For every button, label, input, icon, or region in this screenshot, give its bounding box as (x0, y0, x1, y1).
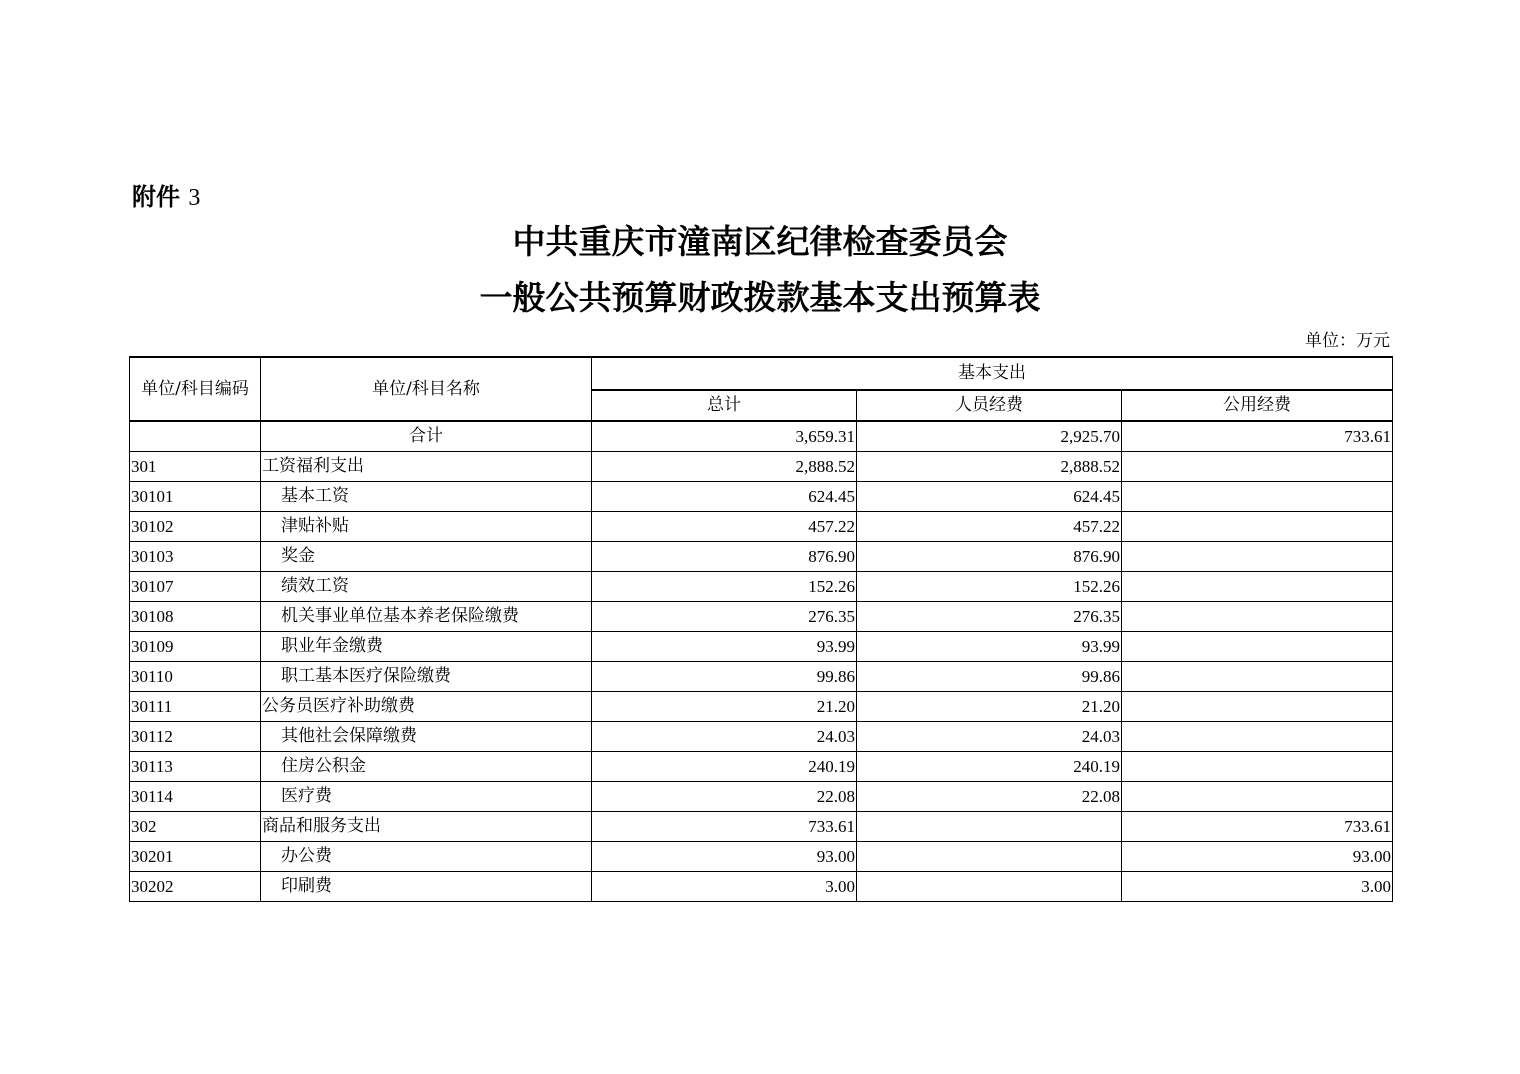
cell-total: 876.90 (592, 542, 857, 572)
cell-name: 绩效工资 (261, 572, 592, 602)
header-name: 单位/科目名称 (261, 357, 592, 421)
attachment-label (132, 182, 200, 213)
header-basic-expenditure: 基本支出 (592, 357, 1393, 390)
table-row (130, 602, 1393, 632)
cell-public (1122, 572, 1393, 602)
cell-total: 457.22 (592, 512, 857, 542)
cell-public (1122, 782, 1393, 812)
table-row (130, 752, 1393, 782)
page-title-line2: 一般公共预算财政拨款基本支出预算表 (479, 278, 1041, 317)
attachment-number: 3 (188, 185, 201, 211)
cell-public: 733.61 (1122, 812, 1393, 842)
cell-personnel: 276.35 (857, 602, 1122, 632)
cell-total: 21.20 (592, 692, 857, 722)
header-total: 总计 (592, 390, 857, 421)
cell-public (1122, 602, 1393, 632)
table-row (130, 662, 1393, 692)
table-body (130, 421, 1393, 902)
cell-total: 152.26 (592, 572, 857, 602)
header-personnel: 人员经费 (857, 390, 1122, 421)
cell-personnel: 876.90 (857, 542, 1122, 572)
cell-code: 30109 (130, 632, 261, 662)
cell-public (1122, 542, 1393, 572)
cell-public (1122, 512, 1393, 542)
cell-name: 职工基本医疗保险缴费 (261, 662, 592, 692)
table-row (130, 632, 1393, 662)
cell-personnel: 93.99 (857, 632, 1122, 662)
cell-total: 733.61 (592, 812, 857, 842)
attachment-text: 附件 (132, 183, 180, 211)
cell-code: 30201 (130, 842, 261, 872)
cell-code: 30108 (130, 602, 261, 632)
cell-code: 302 (130, 812, 261, 842)
cell-total: 3,659.31 (592, 421, 857, 452)
table-row (130, 542, 1393, 572)
cell-code: 30102 (130, 512, 261, 542)
table-row (130, 482, 1393, 512)
cell-total: 624.45 (592, 482, 857, 512)
cell-total: 2,888.52 (592, 452, 857, 482)
cell-code: 30113 (130, 752, 261, 782)
table-row (130, 421, 1393, 452)
cell-code: 30101 (130, 482, 261, 512)
cell-code: 301 (130, 452, 261, 482)
cell-personnel: 2,925.70 (857, 421, 1122, 452)
cell-public: 93.00 (1122, 842, 1393, 872)
cell-public (1122, 752, 1393, 782)
cell-name: 公务员医疗补助缴费 (261, 692, 592, 722)
cell-code: 30103 (130, 542, 261, 572)
cell-total: 3.00 (592, 872, 857, 902)
cell-public (1122, 692, 1393, 722)
table-row (130, 452, 1393, 482)
cell-personnel: 457.22 (857, 512, 1122, 542)
unit-label: 单位：万元 (1305, 331, 1390, 351)
cell-name: 住房公积金 (261, 752, 592, 782)
cell-code: 30202 (130, 872, 261, 902)
cell-code: 30110 (130, 662, 261, 692)
cell-public (1122, 452, 1393, 482)
cell-code: 30111 (130, 692, 261, 722)
header-code: 单位/科目编码 (130, 357, 261, 421)
table-row (130, 572, 1393, 602)
table-row (130, 872, 1393, 902)
cell-public: 3.00 (1122, 872, 1393, 902)
cell-code: 30114 (130, 782, 261, 812)
cell-name: 医疗费 (261, 782, 592, 812)
cell-public (1122, 722, 1393, 752)
cell-public (1122, 632, 1393, 662)
header-public: 公用经费 (1122, 390, 1393, 421)
cell-total: 24.03 (592, 722, 857, 752)
cell-total: 276.35 (592, 602, 857, 632)
table-row (130, 812, 1393, 842)
cell-name: 奖金 (261, 542, 592, 572)
cell-personnel: 22.08 (857, 782, 1122, 812)
cell-personnel: 240.19 (857, 752, 1122, 782)
cell-name: 津贴补贴 (261, 512, 592, 542)
cell-name: 其他社会保障缴费 (261, 722, 592, 752)
cell-total: 99.86 (592, 662, 857, 692)
table-row (130, 722, 1393, 752)
cell-personnel: 99.86 (857, 662, 1122, 692)
cell-name: 印刷费 (261, 872, 592, 902)
cell-personnel: 2,888.52 (857, 452, 1122, 482)
cell-name: 合计 (261, 421, 592, 452)
table-row (130, 842, 1393, 872)
cell-personnel: 24.03 (857, 722, 1122, 752)
cell-name: 基本工资 (261, 482, 592, 512)
cell-total: 22.08 (592, 782, 857, 812)
cell-name: 办公费 (261, 842, 592, 872)
cell-name: 工资福利支出 (261, 452, 592, 482)
cell-public (1122, 662, 1393, 692)
cell-total: 240.19 (592, 752, 857, 782)
budget-table (129, 356, 1393, 902)
cell-name: 商品和服务支出 (261, 812, 592, 842)
cell-total: 93.99 (592, 632, 857, 662)
cell-personnel: 152.26 (857, 572, 1122, 602)
cell-code: 30112 (130, 722, 261, 752)
cell-personnel (857, 872, 1122, 902)
cell-public (1122, 482, 1393, 512)
cell-total: 93.00 (592, 842, 857, 872)
page-title-line1: 中共重庆市潼南区纪律检查委员会 (512, 222, 1008, 261)
cell-personnel: 21.20 (857, 692, 1122, 722)
cell-personnel (857, 812, 1122, 842)
table-row (130, 782, 1393, 812)
cell-personnel (857, 842, 1122, 872)
cell-code (130, 421, 261, 452)
cell-name: 职业年金缴费 (261, 632, 592, 662)
table-row (130, 692, 1393, 722)
cell-public: 733.61 (1122, 421, 1393, 452)
cell-personnel: 624.45 (857, 482, 1122, 512)
cell-name: 机关事业单位基本养老保险缴费 (261, 602, 592, 632)
cell-code: 30107 (130, 572, 261, 602)
table-row (130, 512, 1393, 542)
